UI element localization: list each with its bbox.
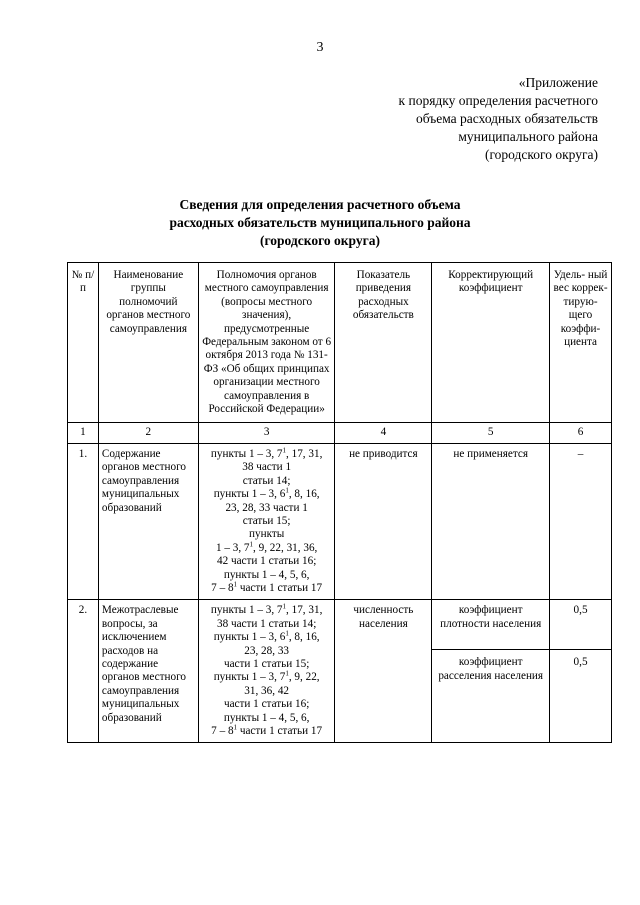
powers-list <box>198 600 335 743</box>
powers-list <box>198 443 335 599</box>
superscript: 1 <box>285 486 289 495</box>
coefficient-value: коэффициент расселения населения <box>432 650 550 743</box>
header-indicator: Показатель приведения расходных обязательств <box>335 263 432 423</box>
power-line: пункты 1 – 3, $7^1$, 17, 31, <box>210 602 323 617</box>
row-number: 1. <box>68 443 99 599</box>
superscript: 1 <box>285 629 289 638</box>
row-number: 2. <box>68 600 99 743</box>
column-number: 1 <box>68 423 99 443</box>
table-row <box>68 443 612 599</box>
column-number: 4 <box>335 423 432 443</box>
header-number: № п/п <box>68 263 99 423</box>
superscript: 1 <box>233 580 238 589</box>
indicator-value: численность населения <box>335 600 432 743</box>
power-line: 23, 28, 33 <box>244 644 290 657</box>
data-table <box>67 262 612 743</box>
group-name: Межотраслевые вопросы, за исключением расходов на содержание органов местного самоуправления муниципальных образований <box>98 600 198 743</box>
power-line: 1 – 3, $7^1$, 9, 22, 31, 36, <box>215 539 318 554</box>
power-line: статьи 14; <box>242 474 291 487</box>
indicator-value: не приводится <box>335 443 432 599</box>
coefficient-value: коэффициент плотности населения <box>432 600 550 650</box>
power-line: пункты 1 – 3, $7^1$, 17, 31, <box>210 446 323 460</box>
power-line: пункты 1 – 3, $7^1$, 9, 22, <box>213 669 320 684</box>
column-number: 5 <box>432 423 550 443</box>
power-line: части 1 статьи 15; <box>223 657 310 670</box>
weight-value: – <box>550 443 612 599</box>
appendix-line: (городского округа) <box>484 147 598 162</box>
appendix-line: «Приложение <box>518 75 598 90</box>
power-line: пункты 1 – 4, 5, 6, <box>223 568 310 581</box>
power-line: 31, 36, 42 <box>244 684 290 697</box>
power-line: 23, 28, 33 части 1 <box>225 501 308 514</box>
title-line: Сведения для определения расчетного объема <box>179 197 461 212</box>
power-line: пункты 1 – 3, $6^1$, 8, 16, <box>213 486 320 501</box>
appendix-line: муниципального района <box>458 129 598 144</box>
document-title <box>0 196 640 250</box>
weight-value: 0,5 <box>550 600 612 650</box>
power-line: $7 - 8^1$ части 1 статьи 17 <box>211 723 323 737</box>
table-header-row <box>68 263 612 423</box>
power-line: 38 части 1 <box>242 461 292 474</box>
header-weight: Удель- ный вес коррек- тирую- щего коэффи- циента <box>550 263 612 423</box>
header-group: Наименование группы полномочий органов местного самоуправления <box>98 263 198 423</box>
appendix-reference <box>399 74 598 164</box>
power-line: $7 - 8^1$ части 1 статьи 17 <box>211 580 323 594</box>
column-numbers-row <box>68 423 612 443</box>
appendix-line: объема расходных обязательств <box>415 111 598 126</box>
column-number: 2 <box>98 423 198 443</box>
header-powers: Полномочия органов местного самоуправления (вопросы местного значения), предусмотренные Федеральным законом от 6 октября 2013 года № 131-ФЗ «Об общих принципах организации местного самоуправления в Российской Федерации» <box>198 263 335 423</box>
appendix-line: к порядку определения расчетного <box>398 93 598 108</box>
title-line: расходных обязательств муниципального района <box>169 215 471 230</box>
power-line: пункты 1 – 3, $6^1$, 8, 16, <box>213 629 320 644</box>
superscript: 1 <box>282 602 287 611</box>
column-number: 3 <box>198 423 335 443</box>
superscript: 1 <box>282 446 287 455</box>
superscript: 1 <box>233 723 238 732</box>
weight-value: 0,5 <box>550 650 612 743</box>
superscript: 1 <box>285 669 289 678</box>
page-number: 3 <box>316 40 324 55</box>
title-line: (городского округа) <box>260 233 380 248</box>
power-line: пункты 1 – 4, 5, 6, <box>223 711 310 724</box>
power-line: пункты <box>249 528 285 541</box>
coefficient-value: не применяется <box>432 443 550 599</box>
power-line: статьи 15; <box>242 514 291 527</box>
power-line: 42 части 1 статьи 16; <box>216 555 317 568</box>
column-number: 6 <box>550 423 612 443</box>
group-name: Содержание органов местного самоуправления муниципальных образований <box>98 443 198 599</box>
superscript: 1 <box>249 539 253 548</box>
header-coefficient: Корректирующий коэффициент <box>432 263 550 423</box>
table-row <box>68 600 612 650</box>
power-line: 38 части 1 статьи 14; <box>216 617 317 630</box>
power-line: части 1 статьи 16; <box>223 698 310 711</box>
